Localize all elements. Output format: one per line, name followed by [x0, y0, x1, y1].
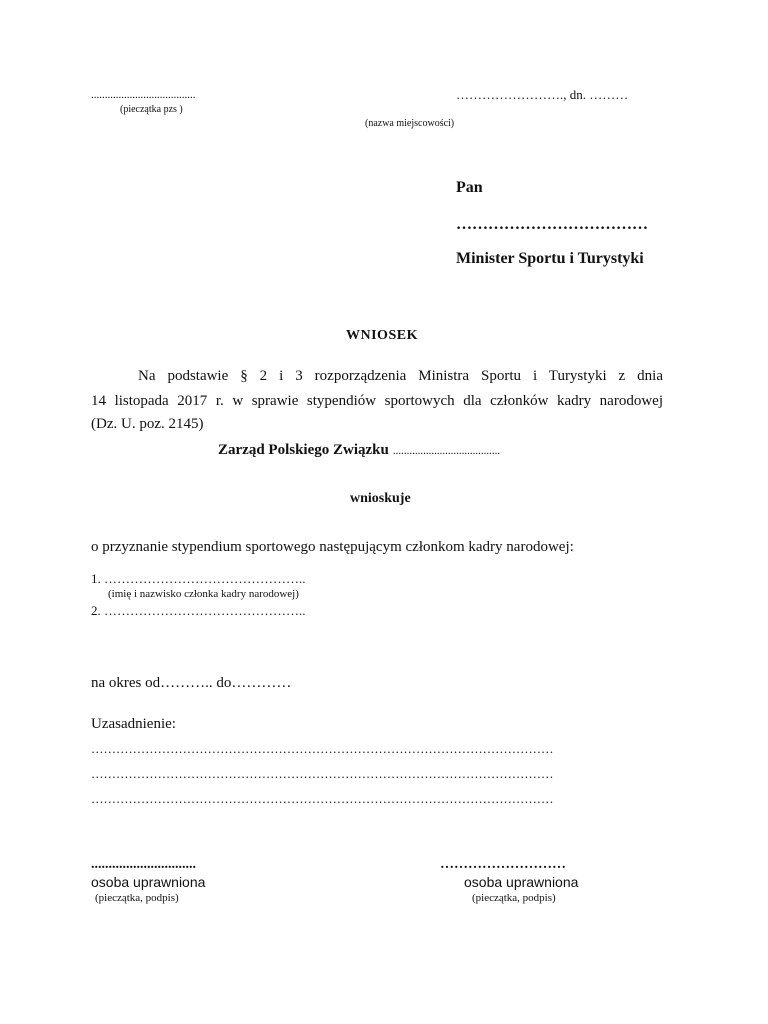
document-title: WNIOSEK — [346, 328, 418, 343]
stamp-dots: ...................................... — [91, 89, 196, 101]
grant-text: o przyznanie stypendium sportowego następującym członkom kadry narodowej: — [91, 539, 574, 555]
signature-right-role: osoba uprawniona — [464, 874, 579, 890]
member-hint: (imię i nazwisko członka kadry narodowej) — [108, 588, 299, 600]
board-line — [218, 441, 500, 459]
place-date-line: ……………………., dn. ……… — [456, 87, 629, 102]
member-line-2: 2. ……………………………………….. — [91, 603, 306, 618]
intro-line-2: 14 listopada 2017 r. w sprawie stypendiów sportowych dla członków kadry narodowej — [91, 393, 663, 409]
member-line-1: 1. ……………………………………….. — [91, 571, 306, 586]
addressee-salutation: Pan — [456, 179, 483, 196]
place-label: (nazwa miejscowości) — [365, 118, 455, 129]
intro-line-3: (Dz. U. poz. 2145) — [91, 416, 204, 432]
addressee-title: Minister Sportu i Turystyki — [456, 250, 644, 267]
board-dots: ....................................... — [392, 445, 501, 457]
justification-line-2: ………………………………………………………………………………………………… — [91, 767, 554, 781]
signature-left-note: (pieczątka, podpis) — [95, 892, 179, 904]
justification-line-1: ………………………………………………………………………………………………… — [91, 742, 554, 756]
signature-left-role: osoba uprawniona — [91, 874, 206, 890]
addressee-name-dots: ……………………………… — [456, 216, 648, 233]
signature-right-note: (pieczątka, podpis) — [472, 892, 556, 904]
justification-label: Uzasadnienie: — [91, 716, 176, 732]
signature-right-dots: ……………………… — [440, 857, 566, 872]
intro-line-1: Na podstawie § 2 i 3 rozporządzenia Ministra Sportu i Turystyki z dnia — [138, 368, 663, 384]
justification-line-3: ………………………………………………………………………………………………… — [91, 792, 554, 806]
requests-label: wnioskuje — [350, 491, 411, 506]
signature-left-dots: .............................. — [91, 857, 196, 872]
board-label: Zarząd Polskiego Związku — [218, 442, 389, 458]
stamp-label: (pieczątka pzs ) — [120, 104, 183, 115]
period-line: na okres od……….. do………… — [91, 675, 292, 691]
